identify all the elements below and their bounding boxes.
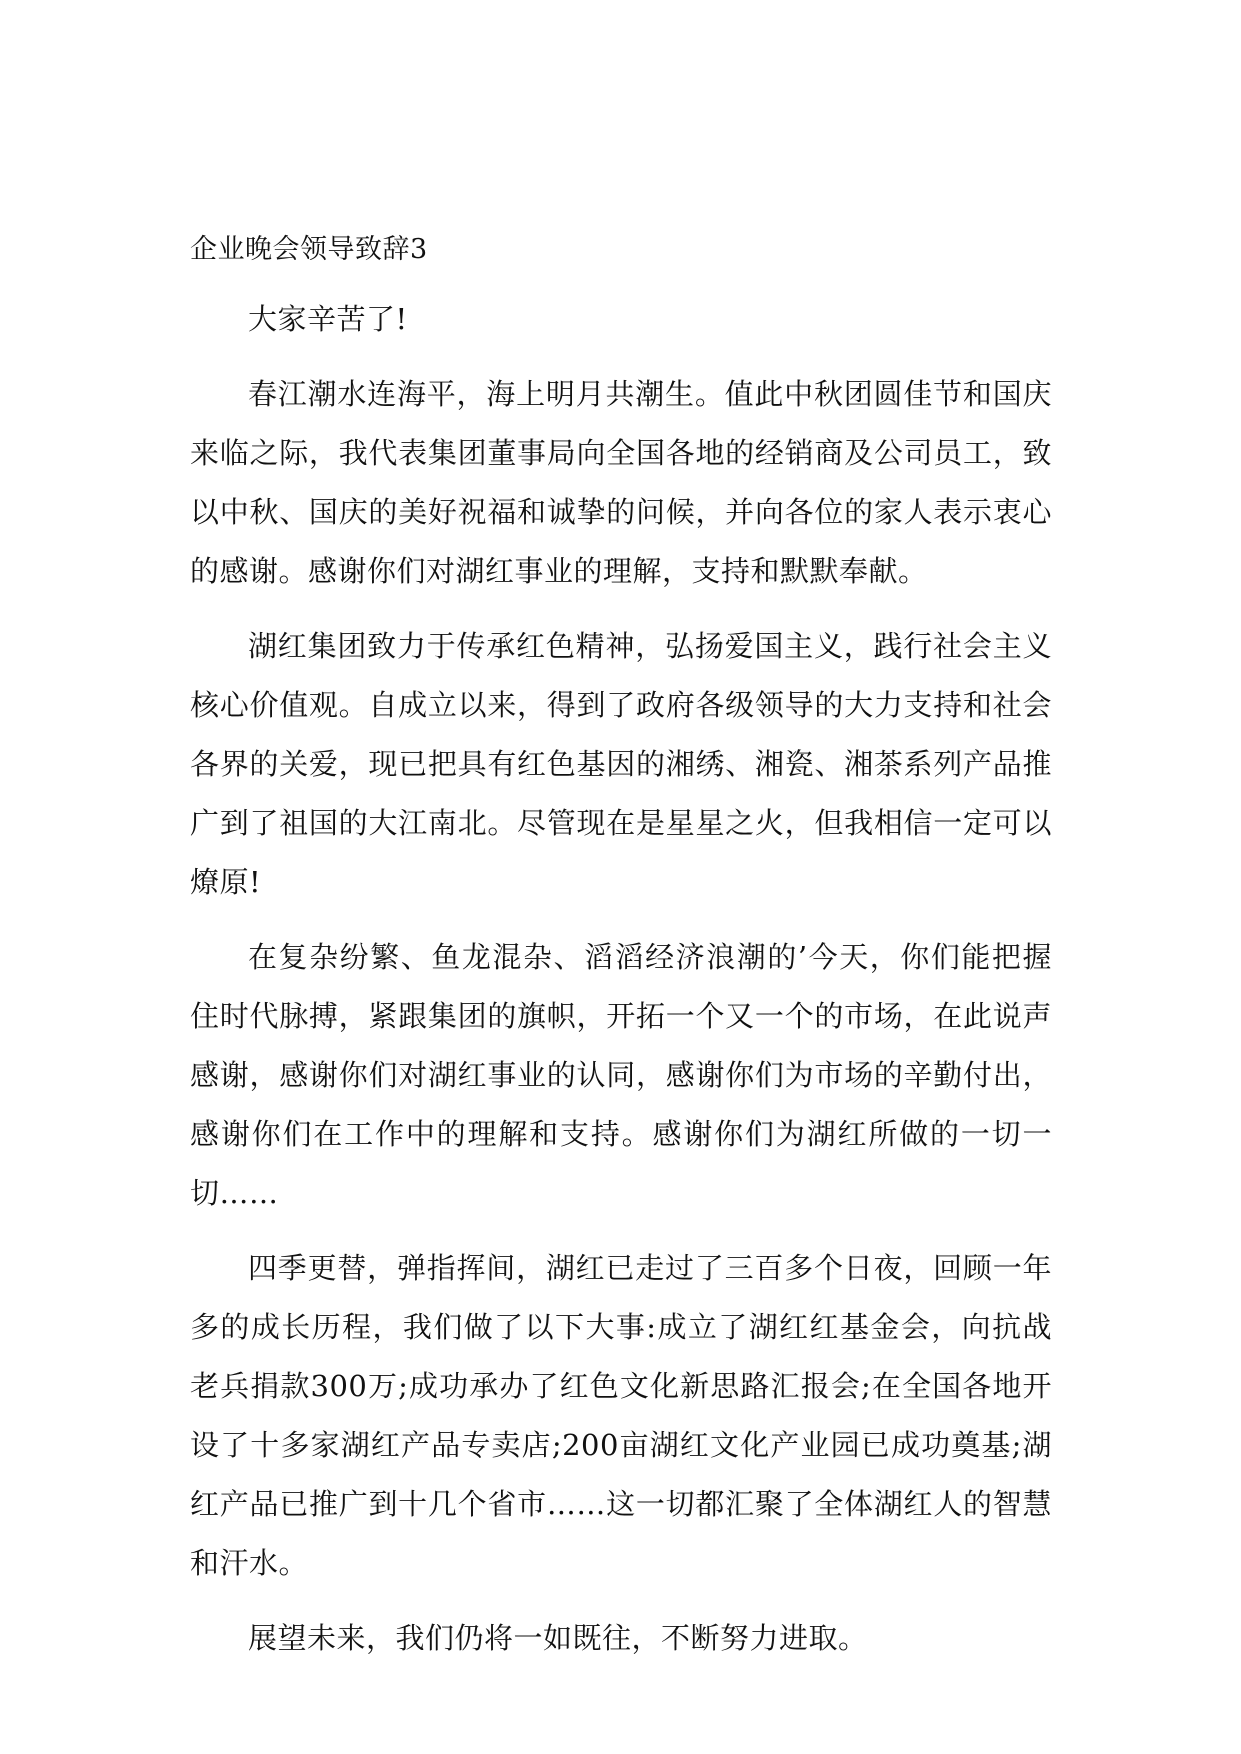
paragraph-group-mission: 湖红集团致力于传承红色精神，弘扬爱国主义，践行社会主义核心价值观。自成立以来，得到了政府各级领导的大力支持和社会各界的关爱，现已把具有红色基因的湘绣、湘瓷、湘茶系列产品推广到了祖国的大江南北。尽管现在是星星之火，但我相信一定可以燎原! (190, 629, 1052, 899)
paragraph-achievements: 四季更替，弹指挥间，湖红已走过了三百多个日夜，回顾一年多的成长历程，我们做了以下大事:成立了湖红红基金会，向抗战老兵捐款300万;成功承办了红色文化新思路汇报会;在全国各地开设了十多家湖红产品专卖店;200亩湖红文化产业园已成功奠基;湖红产品已推广到十几个省市……这一切都汇聚了全体湖红人的智慧和汗水。 (190, 1251, 1052, 1580)
document-page (190, 230, 1052, 1684)
paragraph-thanks: 在复杂纷繁、鱼龙混杂、滔滔经济浪潮的’今天，你们能把握住时代脉搏，紧跟集团的旗帜，开拓一个又一个的市场，在此说声感谢，感谢你们对湖红事业的认同，感谢你们为市场的辛勤付出，感谢你们在工作中的理解和支持。感谢你们为湖红所做的一切一切…… (190, 940, 1052, 1210)
paragraph-outlook: 展望未来，我们仍将一如既往，不断努力进取。 (248, 1621, 868, 1655)
paragraph-greeting: 大家辛苦了! (248, 302, 408, 336)
document-title: 企业晚会领导致辞3 (190, 234, 428, 265)
paragraph-festival-wishes: 春江潮水连海平，海上明月共潮生。值此中秋团圆佳节和国庆来临之际，我代表集团董事局向全国各地的经销商及公司员工，致以中秋、国庆的美好祝福和诚挚的问候，并向各位的家人表示衷心的感谢。感谢你们对湖红事业的理解，支持和默默奉献。 (190, 377, 1052, 588)
